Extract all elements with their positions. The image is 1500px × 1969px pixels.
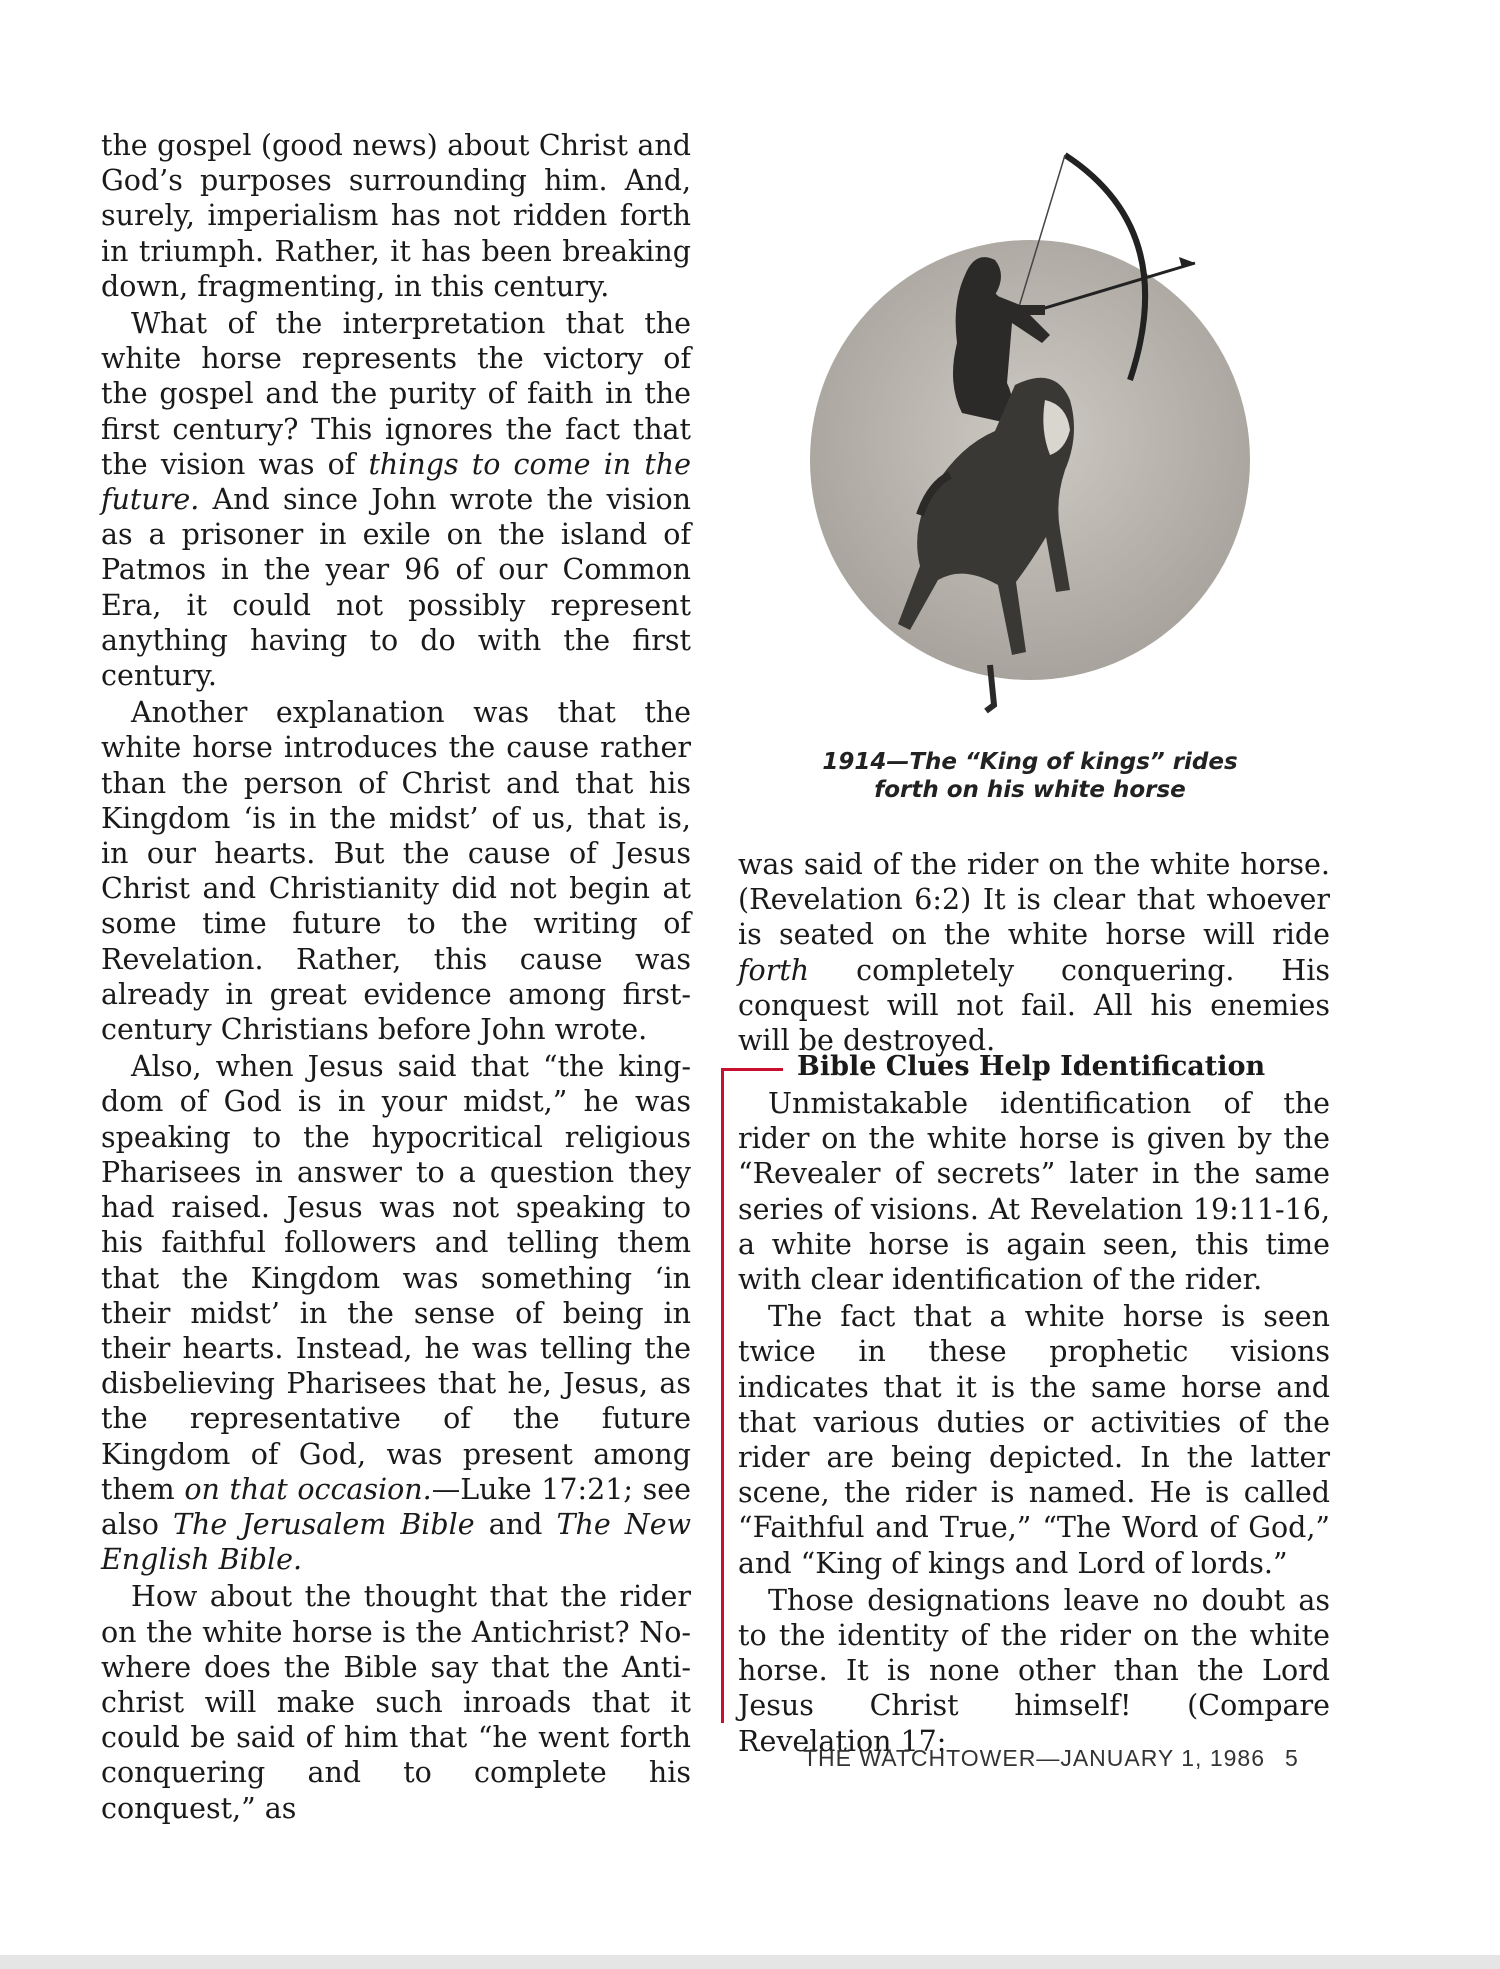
paragraph: Those designations leave no doubt as to the identity of the rider on the white horse. It is none other than the Lord Jesus Christ himself! (Compare Revelation 17: (738, 1583, 1330, 1758)
caption-line: forth on his white horse (874, 777, 1186, 803)
illustration-caption (760, 748, 1300, 804)
viewer-bottom-edge (0, 1955, 1500, 1969)
paragraph: Unmistakable identification of the rider on the white horse is given by the “Revealer of secrets” later in the same series of visions. At Revelation 19:11-16, a white horse is again seen, this time with clear identification of the rider. (738, 1087, 1330, 1297)
accent-rule-vertical (721, 1068, 724, 1723)
paragraph: the gospel (good news) about Christ and God’s purposes surrounding him. And, surely, imperialism has not ridden forth in triumph. Rather, it has been breaking down, fragmenting, in this century. (101, 129, 691, 303)
page-number: 5 (1284, 1745, 1299, 1771)
horseman-archer-illustration (800, 135, 1270, 755)
paragraph: How about the thought that the rider on the white horse is the Antichrist? Nowhere does the Bible say that the Antichrist will make such inroads that it could be said of him that “he went forth conquering and to complete his conquest,” as (101, 1580, 691, 1825)
right-column-top (738, 847, 1330, 1060)
accent-rule-horizontal (721, 1068, 783, 1071)
caption-line: 1914—The “King of kings” rides (822, 749, 1238, 775)
right-column-bottom (738, 1086, 1330, 1761)
paragraph: The fact that a white horse is seen twice in these prophetic visions indicates that it is the same horse and that various duties or activities of the rider are being depicted. In the latter scene, the rider is named. He is called “Faithful and True,” “The Word of God,” and “King of kings and Lord of lords.” (738, 1300, 1330, 1580)
page-footer (803, 1745, 1299, 1772)
left-column (101, 128, 691, 1828)
paragraph: What of the interpretation that the white horse represents the victory of the gospel and the purity of faith in the first century? This ignores the fact that the vision was of things to come in the future. And since John wrote the vision as a prisoner in exile on the island of Patmos in the year 96 of our Common Era, it could not possibly represent anything having to do with the first century. (101, 307, 691, 693)
paragraph: Another explanation was that the white horse introduces the cause rather than the person of Christ and that his Kingdom ‘is in the midst’ of us, that is, in our hearts. But the cause of Jesus Christ and Christianity did not begin at some time future to the writing of Revelation. Rather, this cause was already in great evidence among first-century Christians before John wrote. (101, 696, 691, 1047)
paragraph: was said of the rider on the white horse. (Revelation 6:2) It is clear that whoever is seated on the white horse will ride forth completely conquering. His conquest will not fail. All his enemies will be destroyed. (738, 848, 1330, 1058)
paragraph: Also, when Jesus said that “the kingdom of God is in your midst,” he was speaking to the hypocritical religious Pharisees in answer to a question they had raised. Jesus was not speaking to his faithful followers and telling them that the Kingdom was something ‘in their midst’ in the sense of being in their hearts. Instead, he was telling the disbelieving Pharisees that he, Jesus, as the representative of the future Kingdom of God, was present among them on that occasion.—Luke 17:21; see also The Jerusalem Bible and The New English Bible. (101, 1050, 691, 1577)
section-heading: Bible Clues Help Identification (797, 1051, 1266, 1082)
publication-line: THE WATCHTOWER—JANUARY 1, 1986 (803, 1745, 1265, 1771)
